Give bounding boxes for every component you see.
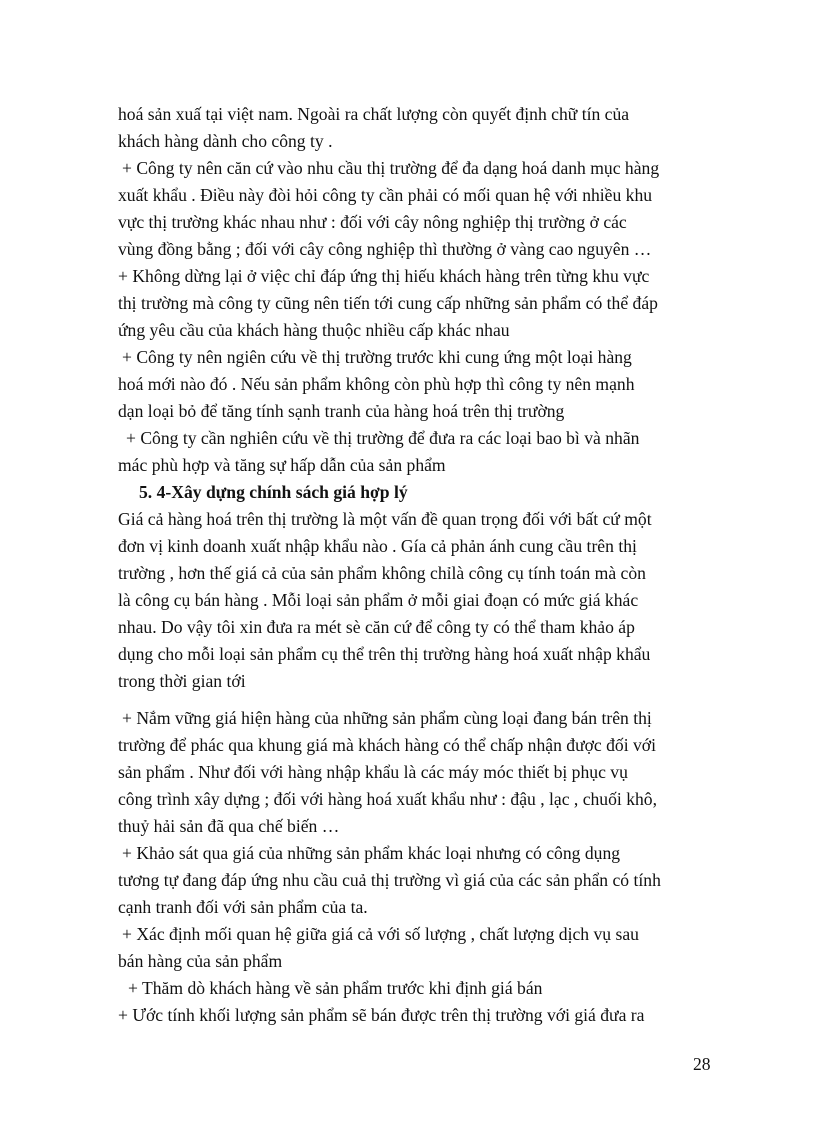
text-line: vùng đồng bằng ; đối với cây công nghiệp thì thường ở vàng cao nguyên … [118,239,652,259]
text-line: dụng cho mỗi loại sản phẩm cụ thể trên thị trường hàng hoá xuất nhập khẩu [118,644,651,664]
text-line: dạn loại bỏ để tăng tính sạnh tranh của hàng hoá trên thị trường [118,401,565,421]
text-line: trường , hơn thế giá cả của sản phẩm không chỉlà công cụ tính toán mà còn [118,563,646,583]
text-line: vực thị trường khác nhau như : đối với cây nông nghiệp thị trường ở các [118,212,627,232]
text-line: Giá cả hàng hoá trên thị trường là một vấn đề quan trọng đối với bất cứ một [118,509,652,529]
text-line: khách hàng dành cho công ty . [118,131,333,151]
text-line: thị trường mà công ty cũng nên tiến tới cung cấp những sản phẩm có thể đáp [118,293,658,313]
text-line: mác phù hợp và tăng sự hấp dẫn của sản phẩm [118,455,446,475]
text-line: nhau. Do vậy tôi xin đưa ra mét sè căn cứ để công ty có thể tham khảo áp [118,617,635,637]
text-line: công trình xây dựng ; đối với hàng hoá xuất khẩu như : đậu , lạc , chuối khô, [118,789,657,809]
text-line: bán hàng của sản phẩm [118,951,283,971]
page-number: 28 [693,1054,711,1074]
text-line: + Công ty nên ngiên cứu về thị trường trước khi cung ứng một loại hàng [122,347,632,367]
section-heading: 5. 4-Xây dựng chính sách giá hợp lý [139,482,408,502]
text-line: hoá mới nào đó . Nếu sản phẩm không còn phù hợp thì công ty nên mạnh [118,374,635,394]
text-line: thuỷ hải sản đã qua chế biến … [118,816,340,836]
text-line: trong thời gian tới [118,671,246,691]
text-line: xuất khẩu . Điều này đòi hỏi công ty cần phải có mối quan hệ với nhiều khu [118,185,653,205]
text-line: trường để phác qua khung giá mà khách hàng có thể chấp nhận được đối với [118,735,656,755]
text-line: + Không dừng lại ở việc chỉ đáp ứng thị hiếu khách hàng trên từng khu vực [118,266,650,286]
text-line: + Khảo sát qua giá của những sản phẩm khác loại nhưng có công dụng [122,843,621,863]
text-line: hoá sản xuấ tại việt nam. Ngoài ra chất lượng còn quyết định chữ tín của [118,104,630,124]
text-line: + Thăm dò khách hàng về sản phẩm trước khi định giá bán [128,978,543,998]
text-line: + Công ty cần nghiên cứu về thị trường để đưa ra các loại bao bì và nhãn [126,428,640,448]
text-line: cạnh tranh đối với sản phẩm của ta. [118,897,368,917]
text-line: + Ước tính khối lượng sản phẩm sẽ bán được trên thị trường với giá đưa ra [118,1005,645,1025]
text-line: + Nắm vững giá hiện hàng của những sản phẩm cùng loại đang bán trên thị [122,708,652,728]
text-line: tương tự đang đáp ứng nhu cầu cuả thị trường vì giá của các sản phẩn có tính [118,870,661,890]
text-line: + Công ty nên căn cứ vào nhu cầu thị trường để đa dạng hoá danh mục hàng [122,158,660,178]
text-line: sản phẩm . Như đối với hàng nhập khẩu là các máy móc thiết bị phục vụ [118,762,628,782]
text-line: + Xác định mối quan hệ giữa giá cả với số lượng , chất lượng dịch vụ sau [122,924,639,944]
text-line: ứng yêu cầu của khách hàng thuộc nhiều cấp khác nhau [118,320,510,340]
text-line: đơn vị kinh doanh xuất nhập khẩu nào . Gía cả phản ánh cung cầu trên thị [118,536,637,556]
text-line: là công cụ bán hàng . Mỗi loại sản phẩm ở mỗi giai đoạn có mức giá khác [118,590,639,610]
